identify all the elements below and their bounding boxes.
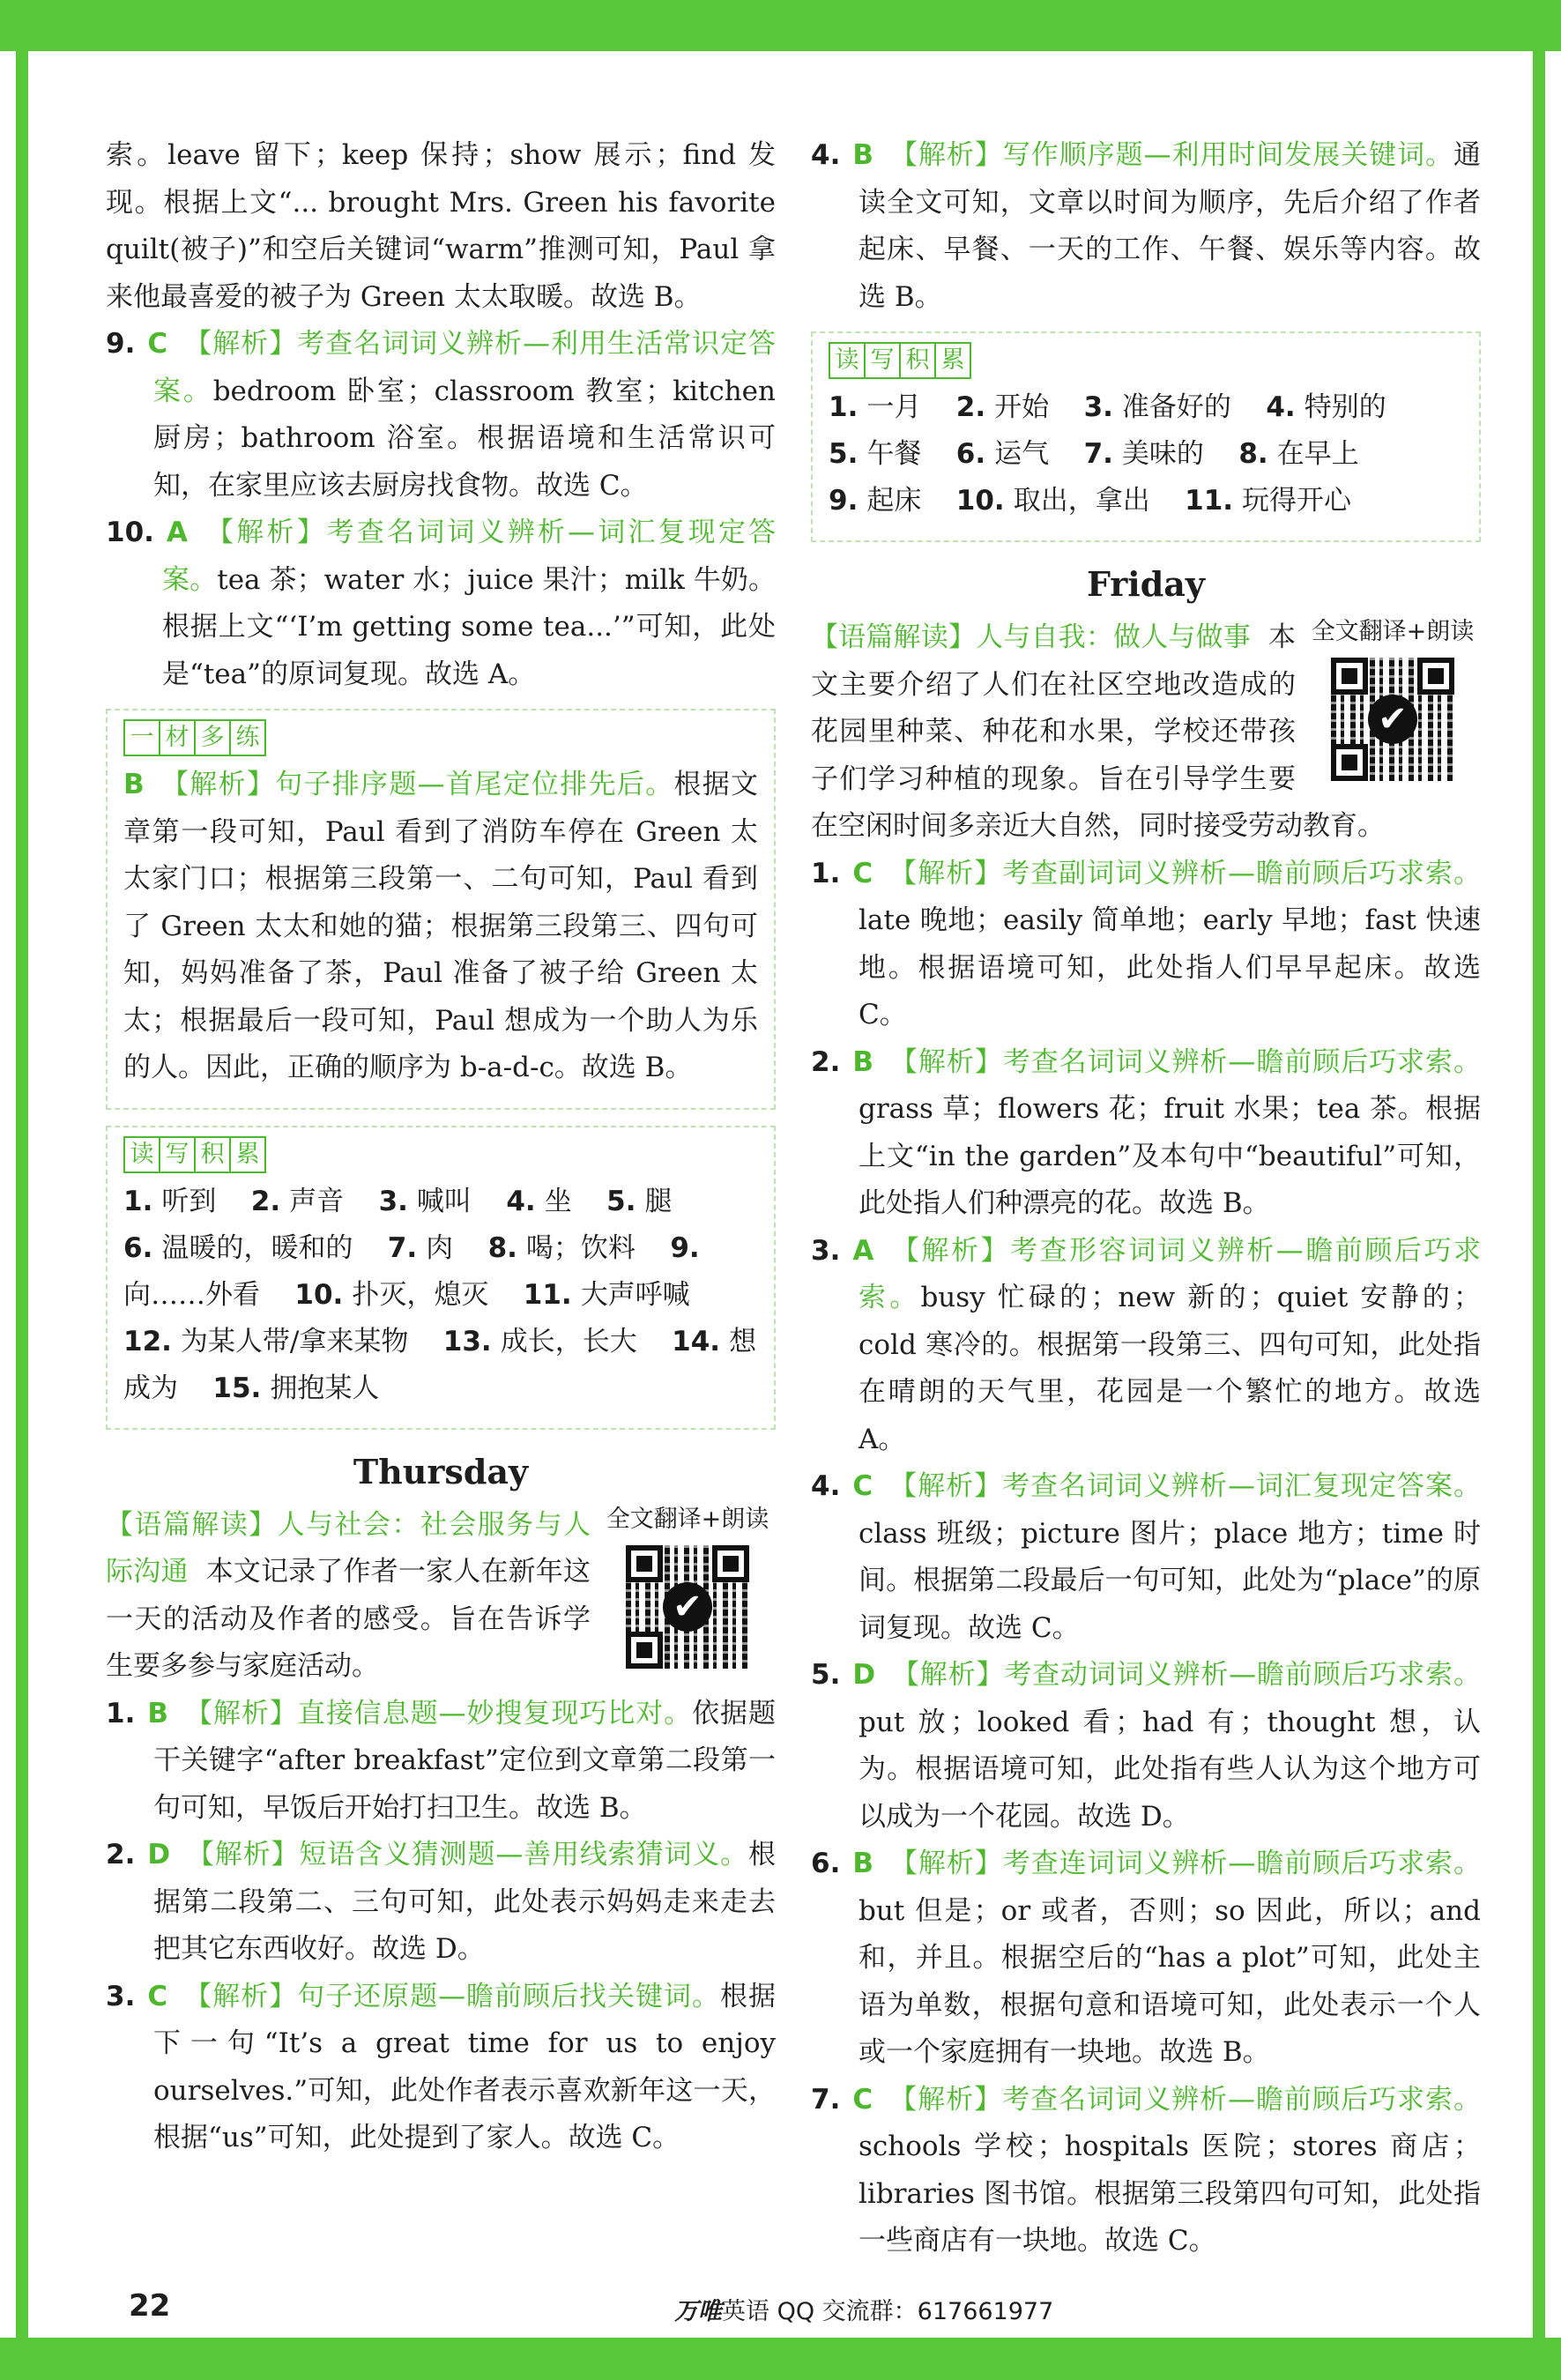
qr-caption: 全文翻译+朗读 — [1311, 618, 1475, 645]
vocab-num: 1. — [123, 1185, 153, 1217]
vocab-num: 3. — [378, 1185, 408, 1217]
friday-q6 — [811, 1841, 1481, 2077]
vocab-word: 喊叫 — [416, 1185, 472, 1217]
answer-letter: B — [852, 139, 873, 171]
vocab-list — [123, 1179, 758, 1412]
badge-char: 一 — [123, 719, 160, 756]
question-9 — [106, 321, 776, 509]
vocab-word: 为某人带/拿来某物 — [180, 1325, 409, 1357]
thursday-q2 — [106, 1832, 776, 1974]
answer-letter: C — [852, 2083, 873, 2116]
friday-q3 — [811, 1228, 1481, 1464]
vocab-num: 4. — [1266, 391, 1296, 423]
question-number: 5. — [811, 1659, 841, 1691]
badge-char: 积 — [194, 1136, 231, 1173]
badge-char: 写 — [864, 342, 901, 379]
thursday-q3 — [106, 1974, 776, 2162]
analysis-text: 通读全文可知，文章以时间为顺序，先后介绍了作者起床、早餐、一天的工作、午餐、娱乐等内容。故选 B。 — [859, 139, 1481, 313]
vocab-num: 2. — [955, 391, 986, 423]
analysis-tag: 【解析】考查动词词义辨析—瞻前顾后巧求索。 — [891, 1659, 1481, 1691]
vocab-word: 一月 — [866, 391, 922, 423]
vocab-num: 12. — [123, 1325, 172, 1357]
analysis-text: put 放；looked 看；had 有；thought 想，认为。根据语境可知，此处指有些人认为这个地方可以成为一个花园。故选 D。 — [859, 1706, 1481, 1833]
vocab-num: 5. — [829, 438, 859, 470]
friday-q7 — [811, 2077, 1481, 2265]
vocab-num: 7. — [387, 1231, 418, 1264]
qr-block — [599, 1502, 776, 1671]
thursday-heading: Thursday — [353, 1451, 529, 1491]
analysis-text: 根据文章第一段可知，Paul 看到了消防车停在 Green 太太家门口；根据第三段第一、二句可知，Paul 看到了 Green 太太和她的猫；根据第三段第三、四句可知，妈妈准备了茶，Paul 准备了被子给 Green 太太；根据最后一段可知，Paul 想成为一个助人为乐的人。因此，正确的顺序为 b-a-d-c。故选 B。 — [123, 769, 759, 1083]
qr-code-icon[interactable] — [1328, 655, 1457, 784]
yicai-duolian-badge — [123, 719, 264, 756]
right-green-border — [1533, 51, 1545, 2338]
thursday-intro — [106, 1502, 776, 1691]
answer-letter: C — [852, 857, 873, 889]
question-number: 4. — [811, 139, 841, 171]
top-green-bar — [0, 0, 1561, 51]
badge-char: 累 — [229, 1136, 266, 1173]
badge-char: 写 — [159, 1136, 196, 1173]
analysis-text: schools 学校；hospitals 医院；stores 商店；libraries 图书馆。根据第三段第四句可知，此处指一些商店有一块地。故选 C。 — [859, 2131, 1481, 2257]
vocab-num: 15. — [212, 1372, 262, 1404]
vocab-word: 起床 — [866, 485, 922, 517]
question-number: 10. — [106, 517, 154, 548]
qr-code-icon[interactable] — [623, 1543, 752, 1671]
analysis-tag: 【解析】考查名词词义辨析—瞻前顾后巧求索。 — [889, 1045, 1481, 1078]
vocab-word: 拥抱某人 — [270, 1372, 380, 1404]
vocab-word: 在早上 — [1276, 438, 1359, 470]
analysis-tag: 【解析】考查连词词义辨析—瞻前顾后巧求索。 — [889, 1848, 1481, 1879]
bottom-green-bar — [0, 2338, 1561, 2380]
badge-char: 材 — [159, 719, 196, 756]
brand-logo: 万唯 — [674, 2298, 722, 2325]
question-number: 6. — [811, 1848, 841, 1879]
vocab-num: 5. — [606, 1185, 636, 1217]
vocab-num: 9. — [829, 485, 859, 517]
vocab-num: 14. — [672, 1325, 721, 1357]
qr-block — [1305, 614, 1481, 784]
answer-letter: C — [147, 1980, 168, 2012]
vocab-word: 成长，长大 — [500, 1325, 637, 1357]
vocab-num: 3. — [1083, 391, 1113, 423]
vocab-num: 4. — [506, 1185, 536, 1217]
analysis-tag: 【解析】考查名词词义辨析—词汇复现定答案。 — [888, 1470, 1481, 1502]
badge-char: 累 — [934, 342, 971, 379]
analysis-tag: 【解析】考查名词词义辨析—瞻前顾后巧求索。 — [888, 2083, 1481, 2116]
vocab-word: 肉 — [426, 1231, 454, 1264]
vocab-num: 6. — [123, 1231, 153, 1264]
vocab-word: 玩得开心 — [1242, 485, 1352, 517]
analysis-text: 根据第二段第二、三句可知，此处表示妈妈走来走去把其它东西收好。故选 D。 — [153, 1839, 776, 1965]
yicai-duolian-box — [106, 709, 776, 1110]
analysis-tag: 【解析】考查名词词义辨析—利用生活常识定答案。 — [153, 328, 776, 407]
answer-letter: D — [147, 1839, 171, 1871]
analysis-text: 依据题干关键字“after breakfast”定位到文章第二段第一句可知，早饭后开始打扫卫生。故选 B。 — [153, 1697, 776, 1824]
question-number: 3. — [106, 1980, 136, 2012]
answer-letter: A — [166, 517, 188, 548]
question-number: 3. — [811, 1234, 841, 1267]
analysis-tag: 【解析】句子排序题—首尾定位排先后。 — [160, 769, 674, 800]
question-number: 7. — [811, 2083, 841, 2116]
friday-q5 — [811, 1652, 1481, 1841]
footer-text — [674, 2292, 1053, 2326]
vocab-num: 11. — [523, 1278, 572, 1311]
vocab-word: 想成为 — [123, 1325, 757, 1404]
vocab-word: 扑灭，熄灭 — [352, 1278, 489, 1311]
analysis-text: bedroom 卧室；classroom 教室；kitchen 厨房；bathroom 浴室。根据语境和生活常识可知，在家里应该去厨房找食物。故选 C。 — [153, 375, 776, 502]
analysis-tag: 【解析】考查副词词义辨析—瞻前顾后巧求索。 — [888, 857, 1481, 889]
analysis-text: but 但是；or 或者，否则；so 因此，所以；and 和，并且。根据空后的“has a plot”可知，此处主语为单数，根据句意和语境可知，此处表示一个人或一个家庭拥有一块地。故选 B。 — [859, 1894, 1481, 2068]
question-number: 1. — [106, 1697, 136, 1729]
question-number: 1. — [811, 857, 841, 889]
analysis-text: class 班级；picture 图片；place 地方；time 时间。根据第二段最后一句可知，此处为“place”的原词复现。故选 C。 — [859, 1517, 1481, 1644]
right-column — [811, 132, 1481, 2265]
thursday-q1 — [106, 1691, 776, 1833]
vocab-word: 坐 — [544, 1185, 572, 1217]
qr-caption: 全文翻译+朗读 — [606, 1505, 769, 1533]
page-number: 22 — [129, 2288, 171, 2324]
answer-letter: B — [852, 1848, 873, 1879]
vocab-num: 2. — [250, 1185, 281, 1217]
friday-questions — [811, 851, 1481, 2265]
analysis-text: grass 草；flowers 花；fruit 水果；tea 茶。根据上文“in the garden”及本句中“beautiful”可知，此处指人们种漂亮的花。故选 B。 — [859, 1093, 1481, 1219]
vocab-word: 喝；饮料 — [525, 1231, 636, 1264]
vocab-num: 11. — [1185, 485, 1234, 517]
vocab-num: 1. — [829, 391, 859, 423]
vocab-word: 向……外看 — [123, 1278, 260, 1311]
answer-letter: B — [852, 1045, 873, 1078]
vocab-word: 取出，拿出 — [1013, 485, 1150, 517]
vocab-word: 运气 — [994, 438, 1050, 470]
vocab-word: 温暖的，暖和的 — [161, 1231, 353, 1264]
answer-letter: B — [147, 1697, 168, 1729]
question-number: 2. — [106, 1839, 136, 1871]
analysis-tag: 【解析】句子还原题—瞻前顾后找关键词。 — [183, 1980, 721, 2012]
analysis-text: busy 忙碌的；new 新的；quiet 安静的；cold 寒冷的。根据第一段第三、四句可知，此处指在晴朗的天气里，花园是一个繁忙的地方。故选 A。 — [859, 1282, 1481, 1455]
analysis-tag: 【解析】直接信息题—妙搜复现巧比对。 — [184, 1697, 693, 1729]
analysis-text: tea 茶；water 水；juice 果汁；milk 牛奶。根据上文“‘I’m getting some tea...’”可知，此处是“tea”的原词复现。故选 A。 — [162, 563, 776, 690]
vocab-word: 特别的 — [1304, 391, 1386, 423]
analysis-tag: 【解析】考查名词词义辨析—词汇复现定答案。 — [162, 517, 776, 596]
passage-tag: 【语篇解读】人与社会：社会服务与人际沟通 — [106, 1508, 591, 1588]
vocab-word: 大声呼喊 — [580, 1278, 690, 1311]
checkmark-icon: ✔ — [1368, 695, 1417, 744]
question-number: 9. — [106, 328, 136, 360]
friday-heading: Friday — [1086, 564, 1206, 604]
question-4 — [811, 132, 1481, 321]
vocab-word: 午餐 — [866, 438, 922, 470]
passage-summary: 本文记录了作者一家人在新年这一天的活动及作者的感受。旨在告诉学生要多参与家庭活动。 — [106, 1556, 591, 1682]
vocab-word: 听到 — [161, 1185, 217, 1217]
friday-q1 — [811, 851, 1481, 1039]
left-green-border — [16, 51, 28, 2338]
badge-char: 读 — [123, 1136, 160, 1173]
question-number: 4. — [811, 1470, 841, 1502]
answer-letter: C — [852, 1470, 873, 1502]
analysis-tag: 【解析】考查形容词词义辨析—瞻前顾后巧求索。 — [859, 1234, 1481, 1313]
checkmark-icon: ✔ — [663, 1582, 712, 1632]
footer-contact: 英语 QQ 交流群：617661977 — [722, 2298, 1054, 2325]
vocab-num: 13. — [442, 1325, 492, 1357]
duxie-jilei-badge — [123, 1136, 264, 1173]
badge-char: 读 — [829, 342, 866, 379]
answer-letter: B — [123, 769, 145, 800]
left-column — [106, 132, 776, 2162]
question-number: 2. — [811, 1045, 841, 1078]
vocab-num: 9. — [670, 1231, 700, 1264]
duxie-jilei-badge — [829, 342, 970, 379]
question-10 — [106, 509, 776, 698]
friday-q4 — [811, 1463, 1481, 1652]
vocab-word: 腿 — [644, 1185, 673, 1217]
badge-char: 多 — [194, 719, 231, 756]
badge-char: 练 — [229, 719, 266, 756]
answer-letter: C — [147, 328, 168, 360]
friday-q2 — [811, 1039, 1481, 1228]
vocab-num: 8. — [487, 1231, 517, 1264]
analysis-tag: 【解析】写作顺序题—利用时间发展关键词。 — [889, 139, 1453, 171]
vocab-num: 8. — [1238, 438, 1268, 470]
vocab-word: 美味的 — [1121, 438, 1204, 470]
vocab-list — [829, 384, 1463, 524]
intro-paragraph: 索。leave 留下；keep 保持；show 展示；find 发现。根据上文“... brought Mrs. Green his favorite quilt(被子)”和空后关键词“warm”推测可知，Paul 拿来他最喜爱的被子为 Green 太太取暖。故选 B。 — [106, 139, 776, 313]
analysis-text: late 晚地；easily 简单地；early 早地；fast 快速地。根据语境可知，此处指人们早早起床。故选 C。 — [859, 904, 1481, 1030]
friday-intro — [811, 614, 1481, 851]
passage-summary: 本文主要介绍了人们在社区空地改造成的花园里种菜、种花和水果，学校还带孩子们学习种植的现象。旨在引导学生要在空闲时间多亲近大自然，同时接受劳动教育。 — [811, 621, 1385, 842]
answer-letter: A — [852, 1234, 874, 1267]
vocab-num: 6. — [955, 438, 986, 470]
vocab-num: 10. — [955, 485, 1005, 517]
vocab-word: 准备好的 — [1121, 391, 1231, 423]
analysis-tag: 【解析】短语含义猜测题—善用线索猜词义。 — [186, 1839, 748, 1871]
vocab-word: 开始 — [994, 391, 1050, 423]
vocab-num: 7. — [1083, 438, 1113, 470]
duxie-jilei-box-left — [106, 1126, 776, 1430]
vocab-word: 声音 — [289, 1185, 345, 1217]
duxie-jilei-box-right — [811, 331, 1481, 542]
analysis-text: 根据下一句“It’s a great time for us to enjoy ourselves.”可知，此处作者表示喜欢新年这一天，根据“us”可知，此处提到了家人。故选 C。 — [153, 1980, 777, 2153]
badge-char: 积 — [899, 342, 936, 379]
yicai-analysis — [123, 762, 758, 1092]
passage-tag: 【语篇解读】人与自我：做人与做事 — [811, 621, 1251, 653]
answer-letter: D — [852, 1659, 876, 1691]
vocab-num: 10. — [294, 1278, 344, 1311]
